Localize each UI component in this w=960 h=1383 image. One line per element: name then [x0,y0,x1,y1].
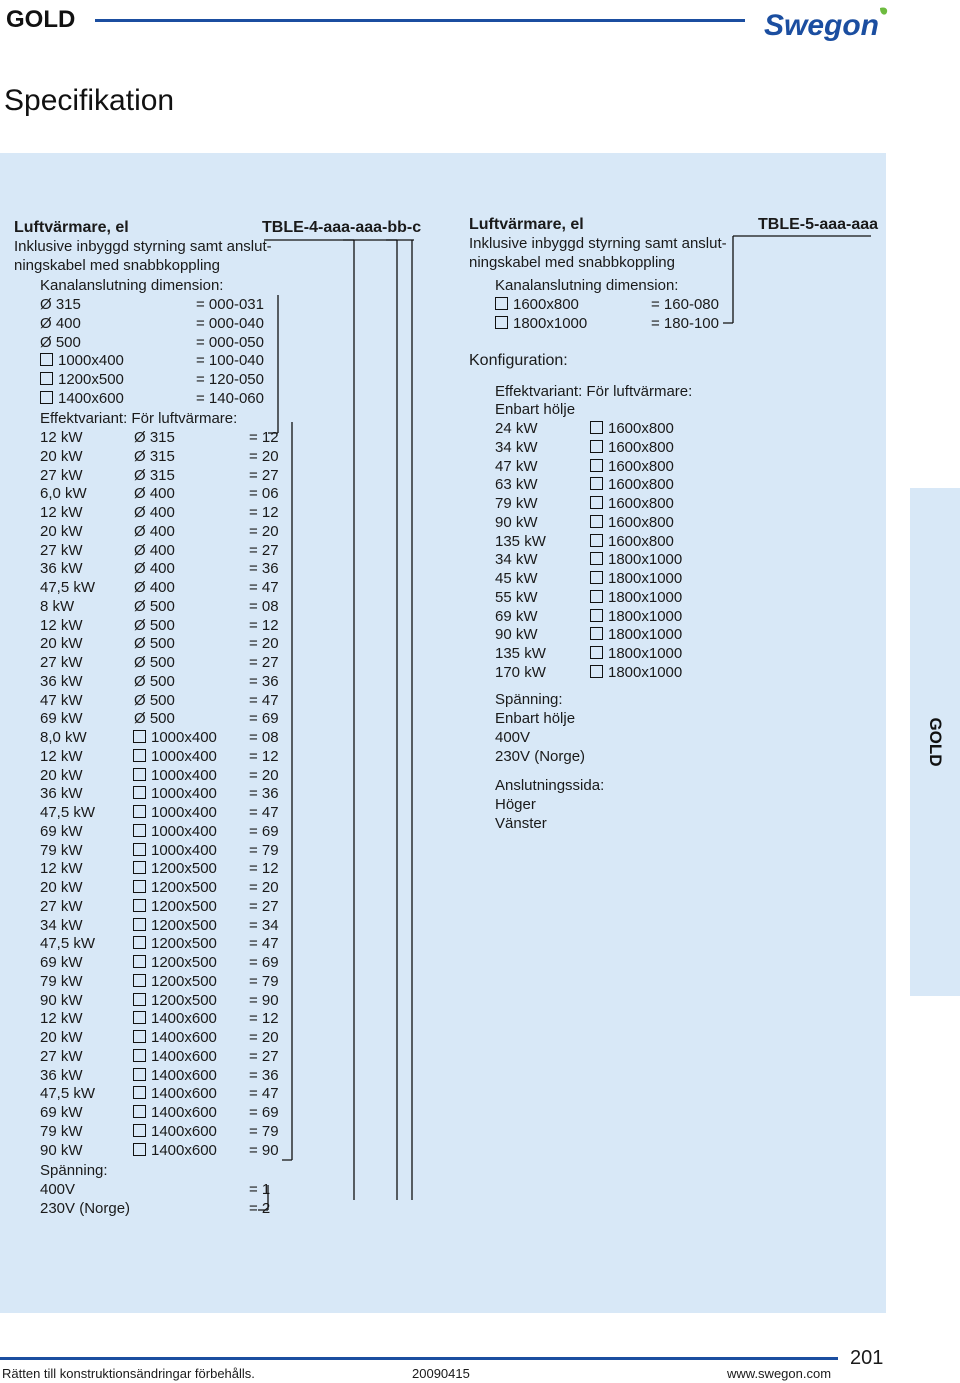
effect-kw: 36 kW [40,560,83,578]
dim-code: = 140-060 [196,390,264,407]
effect-dim: Ø 315 [134,466,175,484]
effect-kw: 47,5 kW [40,804,96,821]
volt-code: = 2 [249,1200,271,1217]
effect-dim: 1800x1000 [590,589,682,607]
effect-dim: 1800x1000 [590,551,682,569]
header-rule [95,19,745,22]
effect-dim: 1600x800 [590,514,674,532]
effect-dim: 1600x800 [590,420,674,438]
side-option: Höger [495,796,536,813]
effect-code: = 27 [249,654,279,671]
effect-code: = 12 [249,616,279,634]
effect-kw: 24 kW [495,420,538,437]
effect-code: = 20 [249,766,279,784]
effect-code: = 36 [249,560,279,578]
effect-kw: 135 kW [495,645,546,662]
effect-code: = 27 [249,541,279,559]
effect-code: = 36 [249,672,279,690]
effect-kw: 45 kW [495,570,538,587]
effect-code: = 20 [249,879,279,896]
effect-code: = 08 [249,729,279,746]
effect-kw: 36 kW [40,785,83,803]
effect-kw: 20 kW [40,447,83,465]
effect-code: = 79 [249,1122,279,1140]
dim-code: = 000-050 [196,333,264,351]
effect-dim: Ø 500 [134,597,175,615]
effect-code: = 69 [249,954,279,971]
volt-code: = 1 [249,1181,271,1198]
volt-option: 400V [495,729,531,746]
effect-code: = 08 [249,597,279,615]
effect-dim: 1200x500 [133,935,217,953]
effect-dim: 1000x400 [133,842,217,860]
right-desc-line2: ningskabel med snabbkoppling [469,254,675,271]
dim-label: 1200x500 [40,371,124,389]
effect-dim: 1800x1000 [590,626,682,644]
effect-kw: 47,5 kW [40,935,96,953]
effect-kw: 79 kW [40,972,83,990]
effect-dim: 1800x1000 [590,570,682,588]
effect-dim: 1200x500 [133,954,217,972]
effect-dim: 1400x600 [133,1085,217,1103]
effect-dim: 1000x400 [133,804,217,822]
page-title: Specifikation [4,84,175,117]
svg-text:Swegon: Swegon [764,9,880,42]
effect-dim: 1000x400 [133,767,217,785]
effect-dim: Ø 400 [134,560,175,578]
effect-code: = 47 [249,579,279,596]
effect-code: = 47 [249,691,279,709]
right-eff-sub: Enbart hölje [495,401,576,418]
dim-code: = 180-100 [651,315,719,332]
effect-code: = 27 [249,897,279,915]
left-dim-heading: Kanalanslutning dimension: [40,277,224,294]
effect-dim: Ø 500 [134,616,175,634]
effect-code: = 69 [249,822,279,840]
effect-dim: 1800x1000 [590,608,682,626]
effect-code: = 69 [249,710,279,728]
effect-dim: 1200x500 [133,860,217,878]
effect-kw: 170 kW [495,663,546,681]
effect-code: = 12 [249,747,279,765]
effect-dim: 1400x600 [133,1048,217,1066]
effect-code: = 27 [249,1047,279,1065]
effect-code: = 47 [249,935,279,953]
effect-kw: 47 kW [495,457,538,475]
effect-dim: Ø 500 [134,691,175,709]
effect-kw: 135 kW [495,532,546,550]
effect-code: = 20 [249,447,279,465]
effect-kw: 69 kW [40,710,83,728]
effect-dim: Ø 315 [134,429,175,446]
right-config-heading: Konfiguration: [469,352,568,369]
effect-dim: 1000x400 [133,748,217,766]
effect-dim: Ø 500 [134,710,175,728]
effect-kw: 55 kW [495,588,538,606]
effect-kw: 20 kW [40,766,83,784]
effect-kw: 63 kW [495,476,538,494]
effect-code: = 79 [249,841,279,859]
effect-code: = 90 [249,1141,279,1159]
effect-kw: 12 kW [40,429,83,446]
effect-code: = 69 [249,1104,279,1121]
effect-dim: 1400x600 [133,1067,217,1085]
effect-kw: 27 kW [40,897,83,915]
effect-code: = 12 [249,504,279,521]
effect-kw: 34 kW [495,551,538,569]
footer-url: www.swegon.com [727,1366,832,1381]
effect-kw: 27 kW [40,1047,83,1065]
effect-dim: Ø 500 [134,654,175,671]
effect-kw: 69 kW [40,954,83,971]
effect-kw: 27 kW [40,541,83,559]
effect-code: = 20 [249,635,279,653]
effect-dim: 1400x600 [133,1010,217,1028]
effect-code: = 20 [249,1029,279,1046]
dim-label: Ø 500 [40,333,81,351]
effect-dim: 1600x800 [590,439,674,457]
effect-code: = 12 [249,860,279,878]
right-code: TBLE-5-aaa-aaa [758,216,879,233]
header-title: GOLD [6,6,76,33]
page-number: 201 [850,1347,884,1369]
effect-kw: 34 kW [40,916,83,934]
effect-dim: Ø 500 [134,672,175,690]
effect-dim: 1200x500 [133,898,217,916]
right-eff-heading: Effektvariant: För luftvärmare: [495,383,693,400]
effect-code: = 79 [249,972,279,990]
effect-kw: 12 kW [40,747,83,765]
effect-kw: 20 kW [40,522,83,540]
right-side-heading: Anslutningssida: [495,777,605,794]
effect-dim: 1600x800 [590,495,674,513]
effect-kw: 79 kW [40,841,83,859]
effect-kw: 6,0 kW [40,485,87,503]
right-dim-heading: Kanalanslutning dimension: [495,277,679,294]
effect-dim: Ø 500 [134,635,175,653]
effect-dim: 1000x400 [133,785,217,803]
effect-dim: 1400x600 [133,1029,217,1047]
effect-dim: Ø 400 [134,504,175,521]
effect-dim: 1200x500 [133,879,217,897]
volt-label: 400V [40,1181,76,1198]
right-heading: Luftvärmare, el [469,216,584,233]
effect-code: = 47 [249,1085,279,1103]
effect-kw: 27 kW [40,466,83,484]
effect-kw: 47,5 kW [40,579,96,596]
effect-kw: 69 kW [40,1104,83,1121]
effect-code: = 27 [249,466,279,484]
effect-kw: 36 kW [40,672,83,690]
dim-label: Ø 400 [40,314,81,332]
effect-kw: 47,5 kW [40,1085,96,1103]
effect-kw: 8,0 kW [40,729,87,746]
swegon-logo [762,4,890,44]
effect-dim: 1400x600 [133,1123,217,1141]
dim-label: 1000x400 [40,352,124,370]
effect-kw: 20 kW [40,635,83,653]
dim-code: = 100-040 [196,352,264,370]
effect-kw: 27 kW [40,654,83,671]
effect-dim: Ø 315 [134,447,175,465]
dim-label: 1600x800 [495,296,579,314]
dim-label: 1400x600 [40,390,124,408]
effect-kw: 90 kW [495,626,538,644]
effect-code: = 06 [249,485,279,503]
side-tab-label: GOLD [926,717,945,767]
dim-label: Ø 315 [40,296,81,313]
effect-dim: 1600x800 [590,533,674,551]
dim-code: = 160-080 [651,296,719,313]
left-desc-line1: Inklusive inbyggd styrning samt anslut- [14,238,272,255]
effect-code: = 36 [249,785,279,803]
dim-label: 1800x1000 [495,315,587,333]
effect-dim: 1400x600 [133,1142,217,1160]
effect-dim: 1200x500 [133,992,217,1010]
effect-code: = 36 [249,1066,279,1084]
effect-dim: 1000x400 [133,729,217,747]
effect-kw: 90 kW [495,513,538,531]
right-volt-heading: Spänning: [495,691,563,708]
effect-dim: Ø 400 [134,541,175,559]
effect-kw: 34 kW [495,438,538,456]
effect-code: = 47 [249,804,279,821]
effect-dim: 1600x800 [590,458,674,476]
effect-kw: 12 kW [40,860,83,878]
effect-dim: Ø 400 [134,485,175,503]
dim-code: = 000-040 [196,314,264,332]
effect-dim: Ø 400 [134,522,175,540]
dim-code: = 120-050 [196,371,264,389]
effect-kw: 90 kW [40,1141,83,1159]
effect-kw: 47 kW [40,691,83,709]
effect-kw: 12 kW [40,1010,83,1028]
effect-kw: 36 kW [40,1066,83,1084]
volt-option: Enbart hölje [495,710,576,727]
effect-dim: 1600x800 [590,476,674,494]
left-code: TBLE-4-aaa-aaa-bb-c [262,219,422,236]
effect-kw: 69 kW [40,822,83,840]
effect-code: = 20 [249,522,279,540]
effect-kw: 20 kW [40,879,83,896]
effect-code: = 12 [249,429,279,446]
effect-dim: 1800x1000 [590,664,682,682]
effect-code: = 12 [249,1010,279,1028]
footer-date: 20090415 [412,1366,470,1381]
dim-code: = 000-031 [196,296,264,313]
effect-dim: 1200x500 [133,917,217,935]
volt-label: 230V (Norge) [40,1200,131,1217]
effect-dim: 1800x1000 [590,645,682,663]
footer-disclaimer: Rätten till konstruktionsändringar förbehålls. [2,1366,255,1381]
effect-kw: 79 kW [495,495,538,512]
effect-kw: 69 kW [495,607,538,625]
effect-kw: 8 kW [40,597,75,615]
effect-dim: Ø 400 [134,579,175,596]
volt-option: 230V (Norge) [495,748,586,765]
effect-code: = 90 [249,991,279,1009]
effect-dim: 1200x500 [133,973,217,991]
left-volt-heading: Spänning: [40,1162,108,1179]
footer-rule [0,1357,838,1360]
left-desc-line2: ningskabel med snabbkoppling [14,257,220,274]
effect-kw: 20 kW [40,1029,83,1046]
effect-kw: 12 kW [40,504,83,521]
effect-kw: 90 kW [40,991,83,1009]
left-eff-heading: Effektvariant: För luftvärmare: [40,410,238,427]
effect-kw: 79 kW [40,1122,83,1140]
left-heading: Luftvärmare, el [14,219,129,236]
effect-code: = 34 [249,916,279,934]
effect-dim: 1400x600 [133,1104,217,1122]
right-desc-line1: Inklusive inbyggd styrning samt anslut- [469,235,727,252]
effect-kw: 12 kW [40,616,83,634]
side-option: Vänster [495,815,547,832]
effect-dim: 1000x400 [133,823,217,841]
